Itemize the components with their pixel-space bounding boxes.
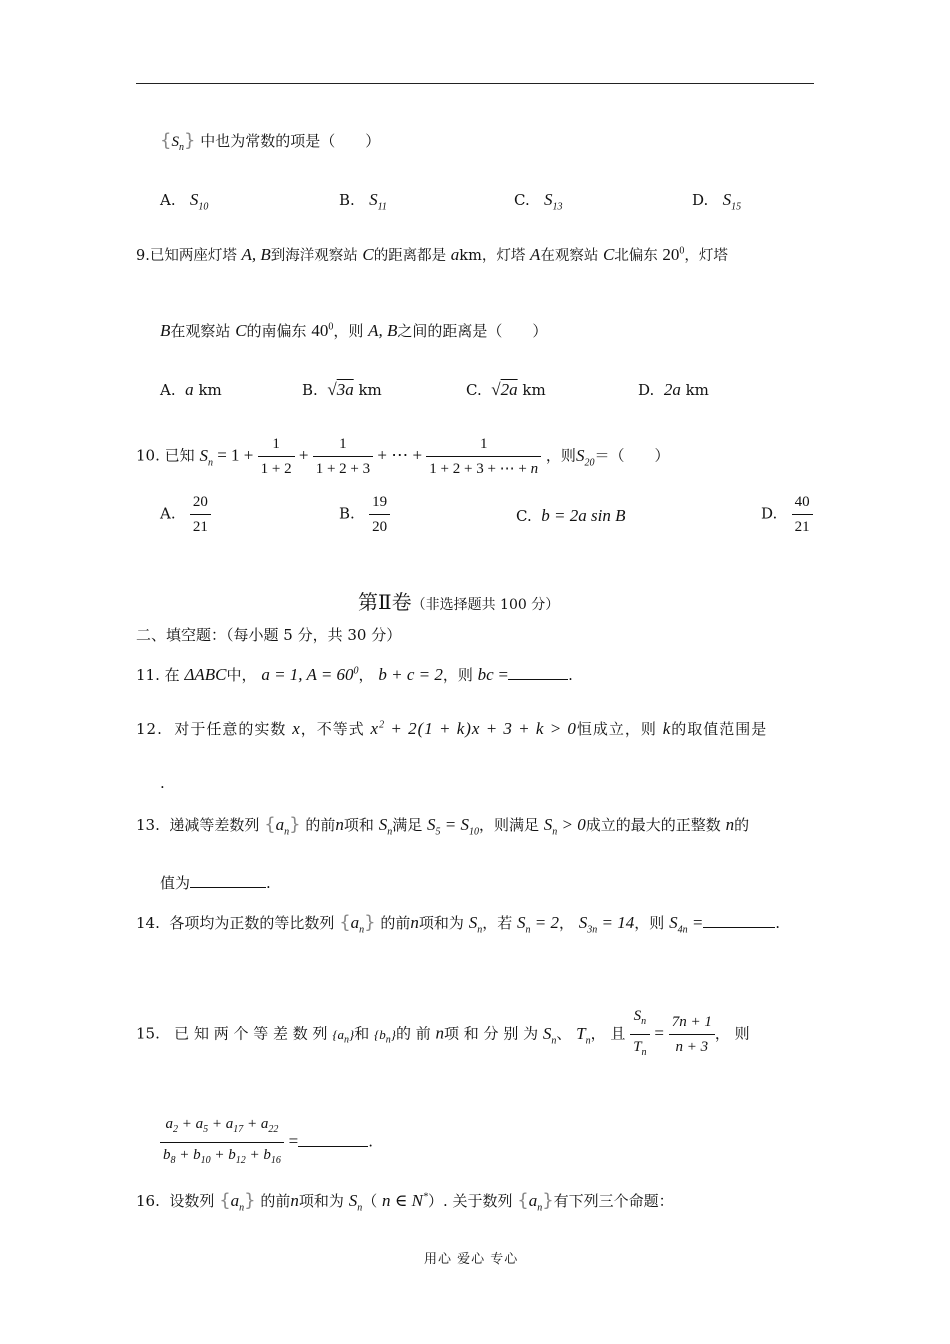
q9-line2: B在观察站 C的南偏东 $40^0$，则 A, B之间的距离是（ ） xyxy=(160,321,548,340)
q9-option-d[interactable]: D. 2a km xyxy=(638,380,709,399)
q8-option-b[interactable]: B. $S_{11}$ xyxy=(339,190,387,213)
fill-heading: 二、填空题：（每小题 5 分，共 30 分） xyxy=(136,626,402,644)
q15-line2: $\frac{a_2 + a_5 + a_{17} + a_{22}}{b_8 + b_{10} + b_{12} + b_{16}}$ = . xyxy=(160,1112,373,1173)
q9-option-a[interactable]: A. a km xyxy=(160,380,222,399)
q13-answer-blank[interactable] xyxy=(190,873,266,888)
header-rule xyxy=(136,83,814,84)
q8-option-d[interactable]: D. $S_{15}$ xyxy=(692,190,742,213)
q10-option-c[interactable]: C. b = 2a sin B xyxy=(516,506,626,525)
q9-option-c[interactable]: C. √2a km xyxy=(466,380,546,399)
q15-line1: 15. 已 知 两 个 等 差 数 列 $\{a_n\}$和 $\{b_n\}$的 前 n项 和 分 别 为 $S_n$、 $T_n$， 且 $\frac{S_n}{T_n}$ = $\frac{7n + 1}{n + 3}$ ， 则 xyxy=(136,1004,750,1065)
q12-line1: 12. 对于任意的实数 x，不等式 $x^2 + 2(1 + k)x + 3 + k > 0$恒成立，则 k的取值范围是 xyxy=(136,719,768,738)
q11-answer-blank[interactable] xyxy=(508,665,568,680)
q12-line2: . xyxy=(160,774,165,792)
q11: 11. 在 ΔABC中， a = 1, $A = 60^0$， b + c = 2，则 bc = . xyxy=(136,665,573,684)
q9-option-b[interactable]: B. √3a km xyxy=(302,380,382,399)
q8-option-a[interactable]: A. $S_{10}$ xyxy=(160,190,209,213)
q14: 14. 各项均为正数的等比数列 $\{a_n\}$ 的前n项和为 $S_n$，若 $S_n = 2$， $S_{3n} = 14$，则 $S_{4n}$ = . xyxy=(136,912,781,936)
q15-answer-blank[interactable] xyxy=(298,1132,368,1147)
q9-line1: 9.已知两座灯塔 A, B到海洋观察站 C的距离都是 akm，灯塔 A在观察站 C北偏东 $20^0$，灯塔 xyxy=(136,245,728,264)
q8-stem: $\{S_n\}$ 中也为常数的项是（ ） xyxy=(160,130,381,153)
q10-option-b[interactable]: B. $\frac{19}{20}$ xyxy=(339,490,390,539)
q10-stem: 10. 已知 $S_n = 1$ + $\frac{1}{1 + 2}$ + $\frac{1}{1 + 2 + 3}$ + ⋯ + $\frac{1}{1 + 2 + 3 + \cdots + n}$ ，则$S_{20}=$（ ） xyxy=(136,432,669,481)
q13-line2: 值为 . xyxy=(160,874,271,892)
q10-option-a[interactable]: A. $\frac{20}{21}$ xyxy=(160,490,211,539)
part2-heading: 第Ⅱ卷（非选择题共 100 分） xyxy=(358,590,560,614)
q13-line1: 13. 递减等差数列 $\{a_n\}$ 的前n项和 $S_n$满足 $S_5 = S_{10}$，则满足 $S_n > 0$成立的最大的正整数 n的 xyxy=(136,814,750,838)
page-footer: 用心 爱心 专心 xyxy=(424,1252,519,1267)
q10-option-d[interactable]: D. $\frac{40}{21}$ xyxy=(761,490,813,539)
q14-answer-blank[interactable] xyxy=(703,913,775,928)
q8-option-c[interactable]: C. $S_{13}$ xyxy=(514,190,563,213)
q16: 16. 设数列 $\{a_n\}$ 的前n项和为 $S_n$（ n ∈ N*）. 关于数列 $\{a_n\}$有下列三个命题： xyxy=(136,1190,674,1214)
